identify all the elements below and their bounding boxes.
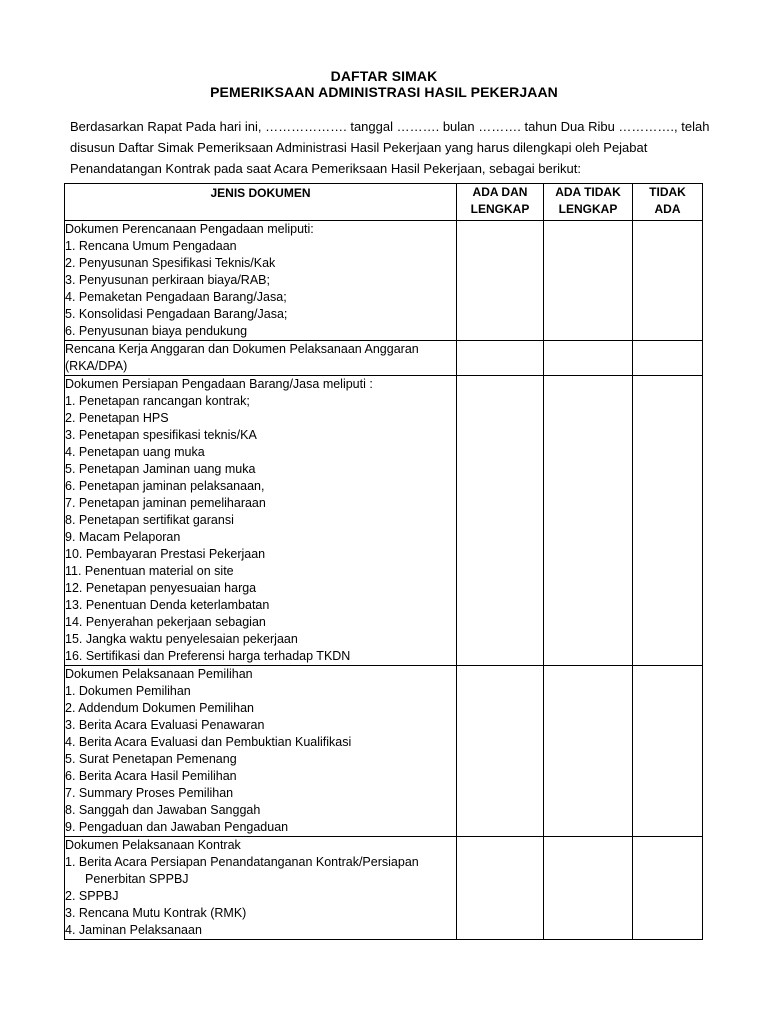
document-cell [65, 837, 457, 940]
document-item: Penerbitan SPPBJ [85, 872, 189, 886]
intro-line: Berdasarkan Rapat Pada hari ini, ………………. tanggal ………. bulan ………. tahun Dua Ribu …………., telah [70, 119, 710, 134]
check-ada-dan-lengkap[interactable] [457, 376, 544, 666]
document-cell [65, 221, 457, 341]
intro-paragraph [70, 116, 710, 179]
document-item: 1. Berita Acara Persiapan Penandatanganan Kontrak/Persiapan [65, 855, 419, 869]
document-item: 12. Penetapan penyesuaian harga [65, 581, 257, 595]
document-item: 4. Berita Acara Evaluasi dan Pembuktian Kualifikasi [65, 735, 352, 749]
check-ada-tidak-lengkap[interactable] [544, 341, 633, 376]
document-item: 3. Berita Acara Evaluasi Penawaran [65, 718, 265, 732]
document-item: 4. Penetapan uang muka [65, 445, 205, 459]
table-row [65, 221, 703, 341]
table-header-row [65, 184, 703, 221]
document-item: 2. Addendum Dokumen Pemilihan [65, 701, 255, 715]
document-item: 5. Surat Penetapan Pemenang [65, 752, 237, 766]
check-tidak-ada[interactable] [633, 376, 703, 666]
document-item: 5. Penetapan Jaminan uang muka [65, 462, 256, 476]
document-item: 8. Sanggah dan Jawaban Sanggah [65, 803, 261, 817]
document-item: 10. Pembayaran Prestasi Pekerjaan [65, 547, 266, 561]
check-tidak-ada[interactable] [633, 666, 703, 837]
document-item: 2. Penetapan HPS [65, 411, 169, 425]
document-item: 9. Macam Pelaporan [65, 530, 181, 544]
document-item: 16. Sertifikasi dan Preferensi harga terhadap TKDN [65, 649, 351, 663]
document-item: 15. Jangka waktu penyelesaian pekerjaan [65, 632, 298, 646]
table-row [65, 666, 703, 837]
check-tidak-ada[interactable] [633, 221, 703, 341]
document-item: 7. Summary Proses Pemilihan [65, 786, 234, 800]
document-item: 6. Penyusunan biaya pendukung [65, 324, 248, 338]
document-group-heading: Dokumen Pelaksanaan Kontrak [65, 838, 241, 852]
check-ada-dan-lengkap[interactable] [457, 341, 544, 376]
header-tidak-ada: TIDAK ADA [633, 184, 703, 221]
document-item: 3. Rencana Mutu Kontrak (RMK) [65, 906, 247, 920]
document-subtitle: PEMERIKSAAN ADMINISTRASI HASIL PEKERJAAN [210, 84, 558, 100]
document-item: 13. Penentuan Denda keterlambatan [65, 598, 270, 612]
header-jenis-dokumen: JENIS DOKUMEN [65, 184, 457, 221]
document-item: 1. Dokumen Pemilihan [65, 684, 191, 698]
document-group-heading: Dokumen Perencanaan Pengadaan meliputi: [65, 222, 314, 236]
document-item: 7. Penetapan jaminan pemeliharaan [65, 496, 266, 510]
document-item: 4. Jaminan Pelaksanaan [65, 923, 202, 937]
document-cell [65, 341, 457, 376]
checklist-body [65, 221, 703, 940]
document-item: 9. Pengaduan dan Jawaban Pengaduan [65, 820, 289, 834]
check-tidak-ada[interactable] [633, 341, 703, 376]
document-item: 1. Rencana Umum Pengadaan [65, 239, 237, 253]
document-item: 2. SPPBJ [65, 889, 119, 903]
check-ada-tidak-lengkap[interactable] [544, 666, 633, 837]
document-item: 5. Konsolidasi Pengadaan Barang/Jasa; [65, 307, 288, 321]
document-cell [65, 666, 457, 837]
document-title: DAFTAR SIMAK [330, 68, 438, 84]
document-group-heading: Dokumen Pelaksanaan Pemilihan [65, 667, 253, 681]
checklist-table [64, 183, 703, 940]
document-item: 3. Penyusunan perkiraan biaya/RAB; [65, 273, 270, 287]
document-group-heading: Dokumen Persiapan Pengadaan Barang/Jasa meliputi : [65, 377, 373, 391]
check-ada-tidak-lengkap[interactable] [544, 221, 633, 341]
intro-line: disusun Daftar Simak Pemeriksaan Administrasi Hasil Pekerjaan yang harus dilengkapi oleh Pejabat [70, 140, 648, 155]
check-ada-tidak-lengkap[interactable] [544, 837, 633, 940]
document-item: 4. Pemaketan Pengadaan Barang/Jasa; [65, 290, 287, 304]
check-ada-dan-lengkap[interactable] [457, 837, 544, 940]
header-ada-tidak-lengkap: ADA TIDAK LENGKAP [544, 184, 633, 221]
check-ada-tidak-lengkap[interactable] [544, 376, 633, 666]
check-ada-dan-lengkap[interactable] [457, 666, 544, 837]
document-item: 3. Penetapan spesifikasi teknis/KA [65, 428, 257, 442]
document-item: 6. Berita Acara Hasil Pemilihan [65, 769, 237, 783]
document-item: 8. Penetapan sertifikat garansi [65, 513, 234, 527]
document-item: 14. Penyerahan pekerjaan sebagian [65, 615, 266, 629]
check-ada-dan-lengkap[interactable] [457, 221, 544, 341]
document-item: 11. Penentuan material on site [65, 564, 234, 578]
table-row [65, 341, 703, 376]
document-item: 6. Penetapan jaminan pelaksanaan, [65, 479, 265, 493]
intro-line: Penandatangan Kontrak pada saat Acara Pemeriksaan Hasil Pekerjaan, sebagai berikut: [70, 161, 581, 176]
document-item: 2. Penyusunan Spesifikasi Teknis/Kak [65, 256, 276, 270]
table-row [65, 837, 703, 940]
check-tidak-ada[interactable] [633, 837, 703, 940]
document-item: (RKA/DPA) [65, 359, 128, 373]
document-cell [65, 376, 457, 666]
document-item: 1. Penetapan rancangan kontrak; [65, 394, 250, 408]
document-group-heading: Rencana Kerja Anggaran dan Dokumen Pelaksanaan Anggaran [65, 342, 419, 356]
header-ada-dan-lengkap: ADA DAN LENGKAP [457, 184, 544, 221]
table-row [65, 376, 703, 666]
